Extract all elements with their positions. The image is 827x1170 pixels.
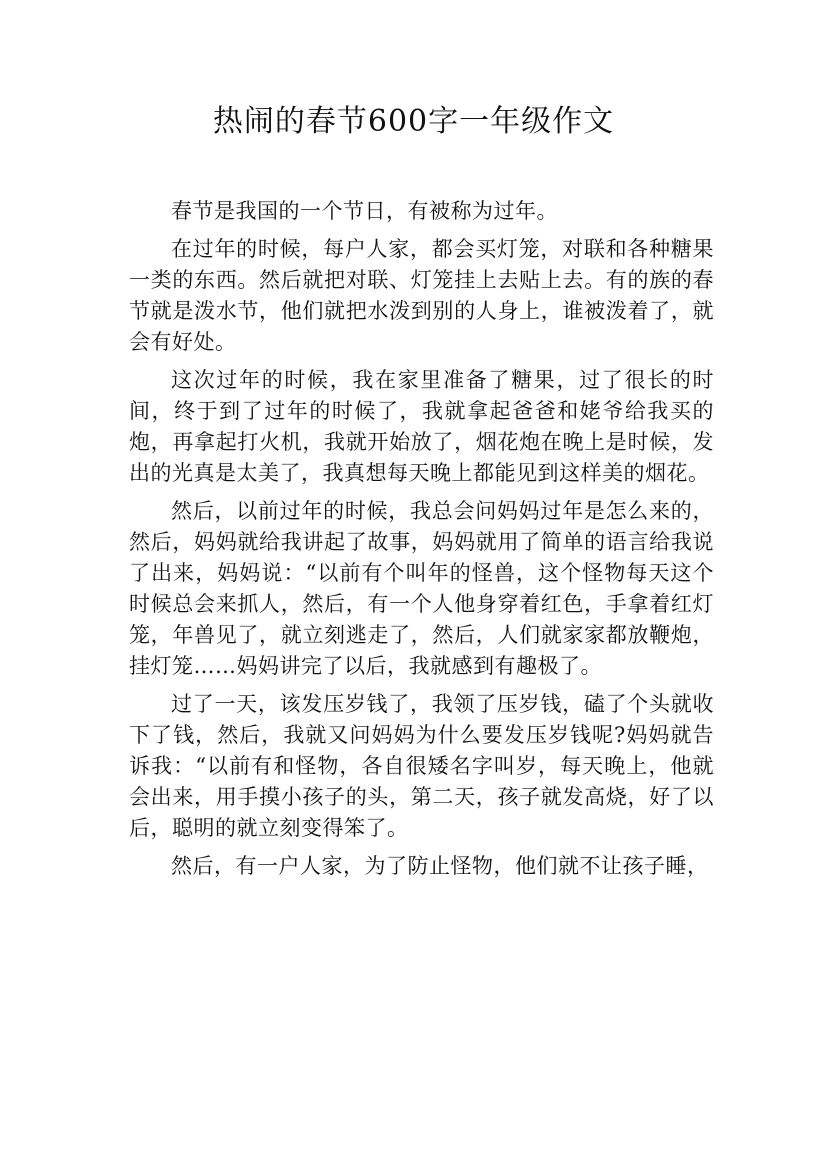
paragraph: 春节是我国的一个节日，有被称为过年。 xyxy=(171,199,558,223)
paragraph: 在过年的时候，每户人家，都会买灯笼，对联和各种糖果一类的东西。然后就把对联、灯笼挂上去贴上去。有的族的春节就是泼水节，他们就把水泼到别的人身上，谁被泼着了，就会有好处。 xyxy=(129,237,714,354)
paragraph: 这次过年的时候，我在家里准备了糖果，过了很长的时间，终于到了过年的时候了，我就拿起爸爸和姥爷给我买的炮，再拿起打火机，我就开始放了，烟花炮在晚上是时候，发出的光真是太美了，我真想每天晚上都能见到这样美的烟花。 xyxy=(129,368,714,485)
document-title: 热闹的春节600字一年级作文 xyxy=(212,104,615,139)
document-body xyxy=(129,196,714,889)
paragraph: 过了一天，该发压岁钱了，我领了压岁钱，磕了个头就收下了钱，然后，我就又问妈妈为什么要发压岁钱呢?妈妈就告诉我：“以前有和怪物，各自很矮名字叫岁，每天晚上，他就会出来，用手摸小孩子的头，第二天，孩子就发高烧，好了以后，聪明的就立刻变得笨了。 xyxy=(129,692,714,840)
paragraph: 然后，以前过年的时候，我总会问妈妈过年是怎么来的，然后，妈妈就给我讲起了故事，妈妈就用了简单的语言给我说了出来，妈妈说：“以前有个叫年的怪兽，这个怪物每天这个时候总会来抓人，然后，有一个人他身穿着红色，手拿着红灯笼，年兽见了，就立刻逃走了，然后，人们就家家都放鞭炮，挂灯笼……妈妈讲完了以后，我就感到有趣极了。 xyxy=(129,499,714,678)
paragraph: 然后，有一户人家，为了防止怪物，他们就不让孩子睡， xyxy=(171,854,709,878)
